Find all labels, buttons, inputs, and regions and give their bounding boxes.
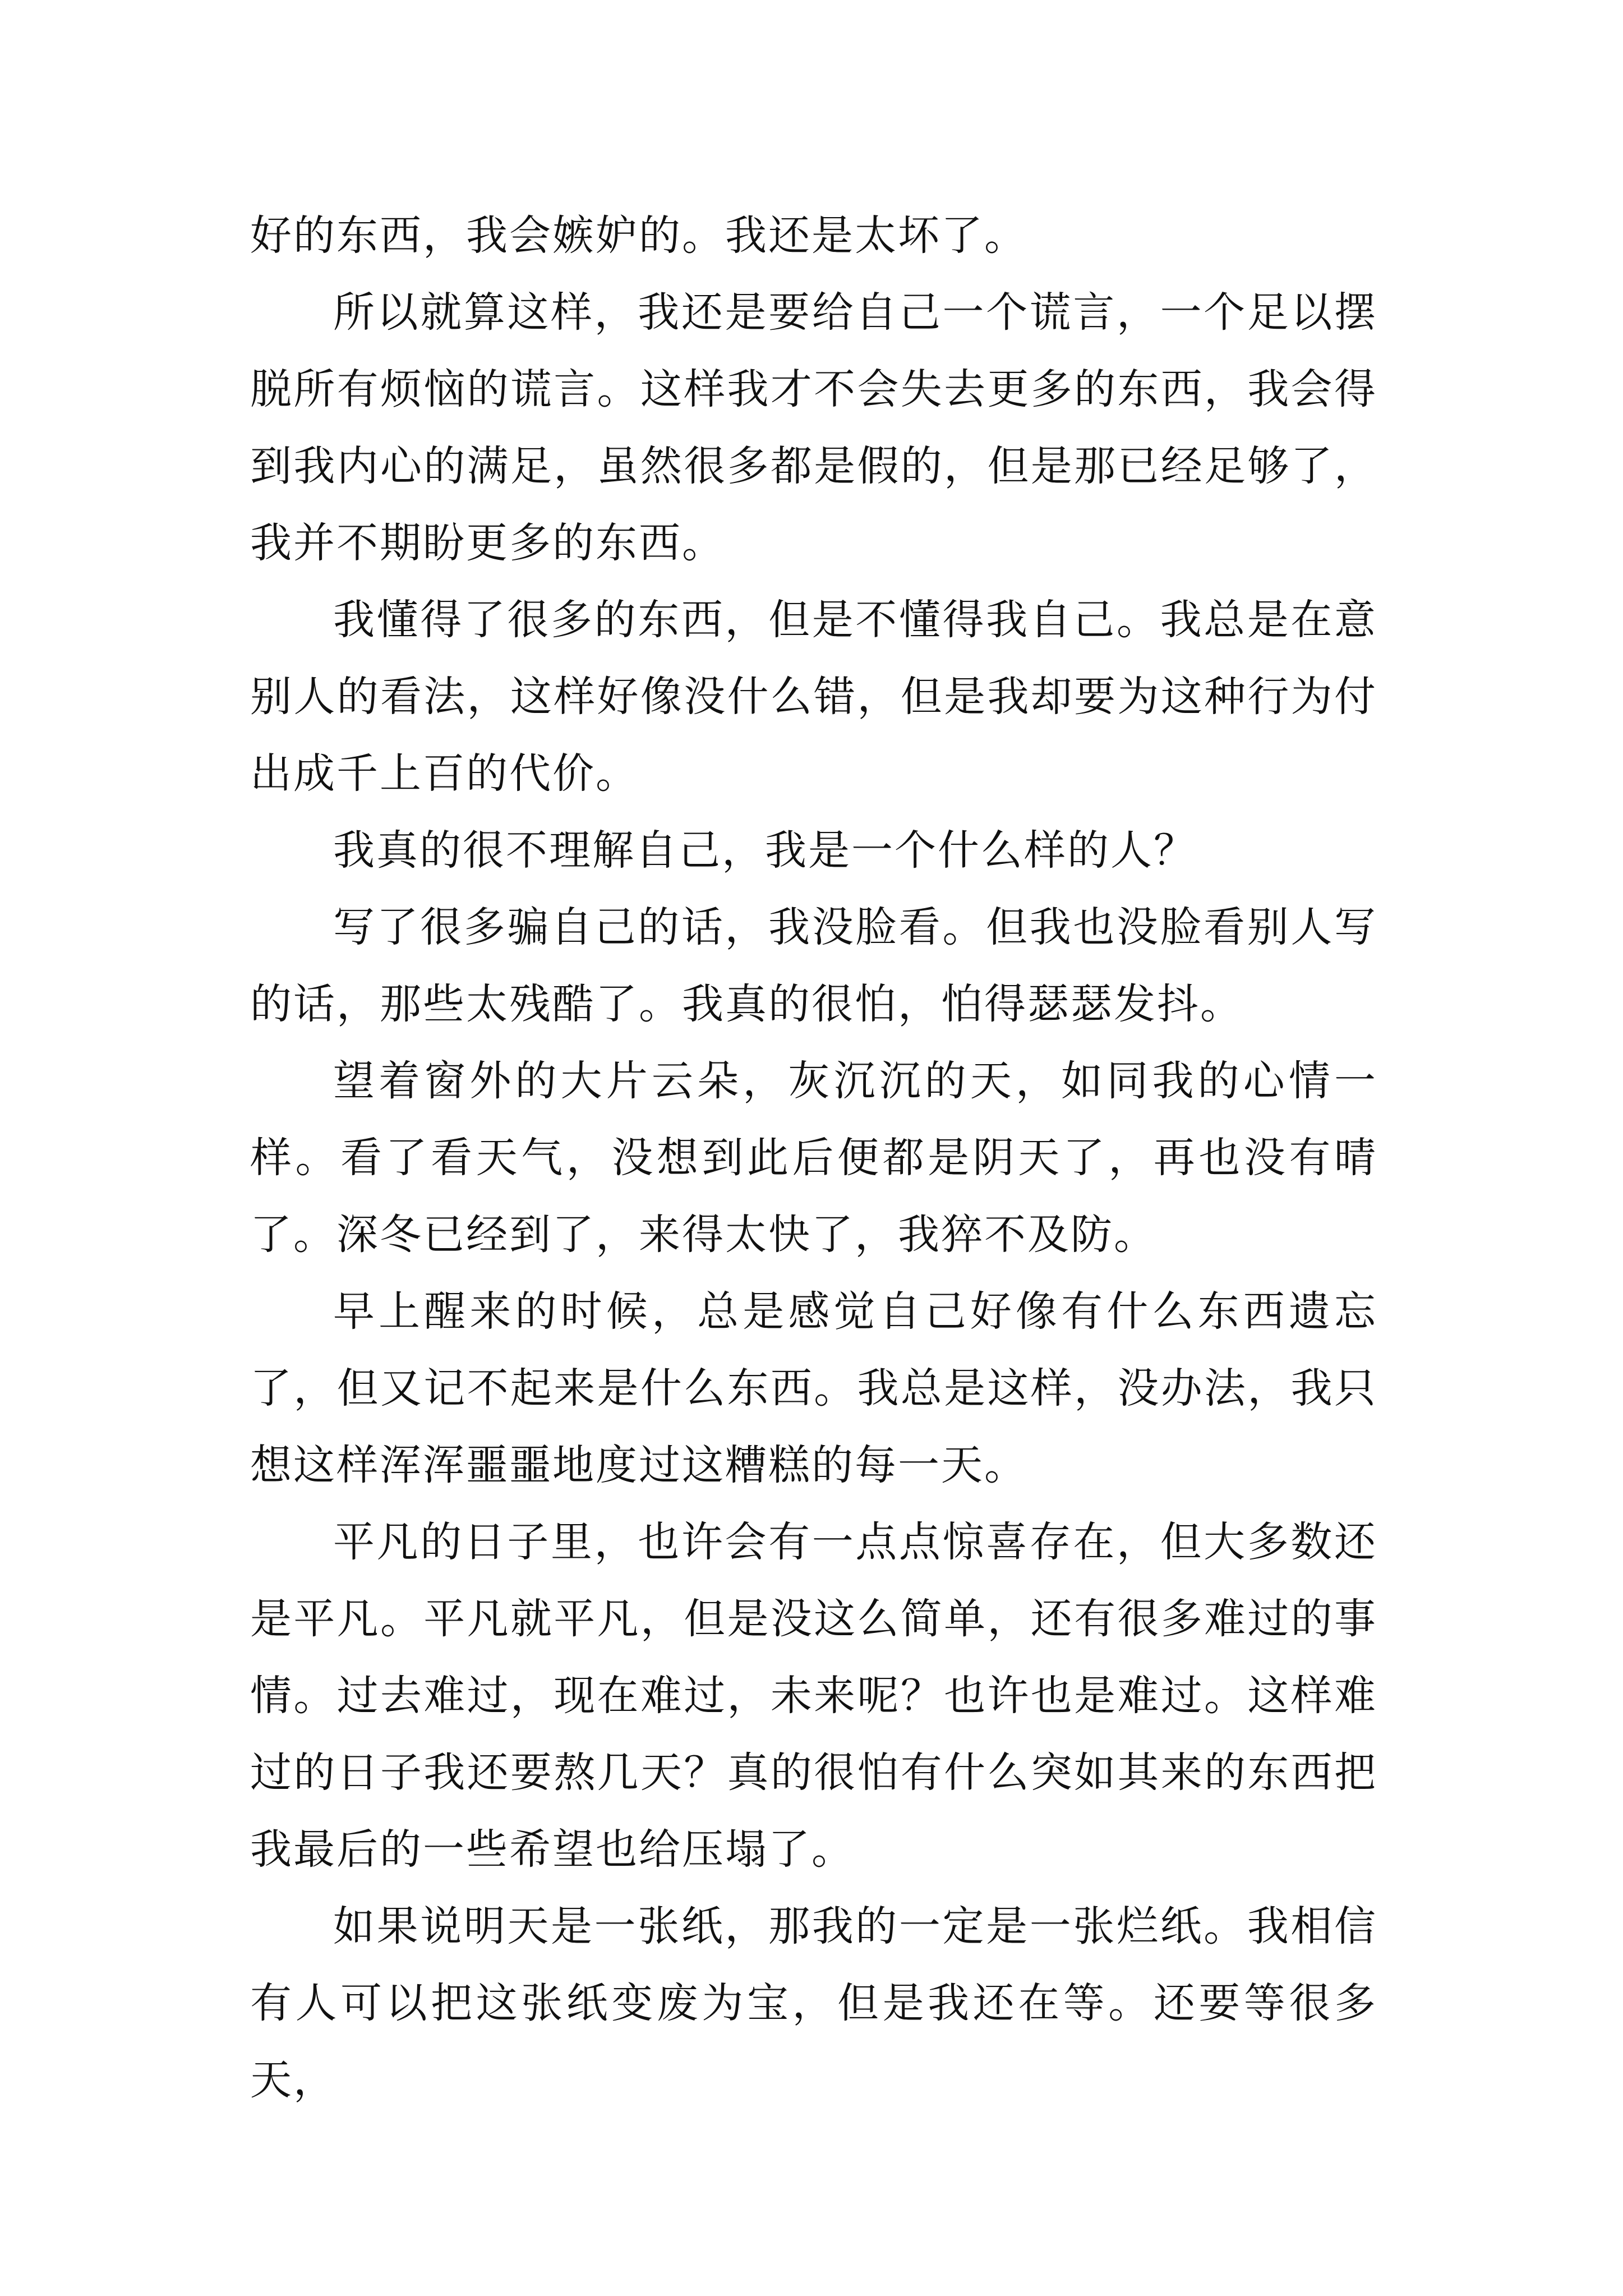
paragraph-1: 好的东西，我会嫉妒的。我还是太坏了。 — [250, 211, 1027, 260]
paragraph-9: 如果说明天是一张纸，那我的一定是一张烂纸。我相信有人可以把这张纸变废为宝，但是我还在等。还要等很多天， — [250, 1902, 1377, 2104]
paragraph-3: 我懂得了很多的东西，但是不懂得我自己。我总是在意别人的看法，这样好像没什么错，但是我却要为这种行为付出成千上百的代价。 — [250, 596, 1377, 798]
paragraph-5: 写了很多骗自己的话，我没脸看。但我也没脸看别人写的话，那些太残酷了。我真的很怕，怕得瑟瑟发抖。 — [250, 903, 1377, 1028]
paragraph-6: 望着窗外的大片云朵，灰沉沉的天，如同我的心情一样。看了看天气，没想到此后便都是阴天了，再也没有晴了。深冬已经到了，来得太快了，我猝不及防。 — [250, 1057, 1377, 1259]
paragraph-2: 所以就算这样，我还是要给自己一个谎言，一个足以摆脱所有烦恼的谎言。这样我才不会失去更多的东西，我会得到我内心的满足，虽然很多都是假的，但是那已经足够了，我并不期盼更多的东西。 — [250, 288, 1377, 567]
paragraph-8: 平凡的日子里，也许会有一点点惊喜存在，但大多数还是平凡。平凡就平凡，但是没这么简单，还有很多难过的事情。过去难过，现在难过，未来呢？也许也是难过。这样难过的日子我还要熬几天？真的很怕有什么突如其来的东西把我最后的一些希望也给压塌了。 — [250, 1518, 1377, 1874]
paragraph-7: 早上醒来的时候，总是感觉自己好像有什么东西遗忘了，但又记不起来是什么东西。我总是这样，没办法，我只想这样浑浑噩噩地度过这糟糕的每一天。 — [250, 1287, 1377, 1489]
document-body — [250, 197, 1377, 2119]
paragraph-4: 我真的很不理解自己，我是一个什么样的人？ — [333, 826, 1197, 875]
